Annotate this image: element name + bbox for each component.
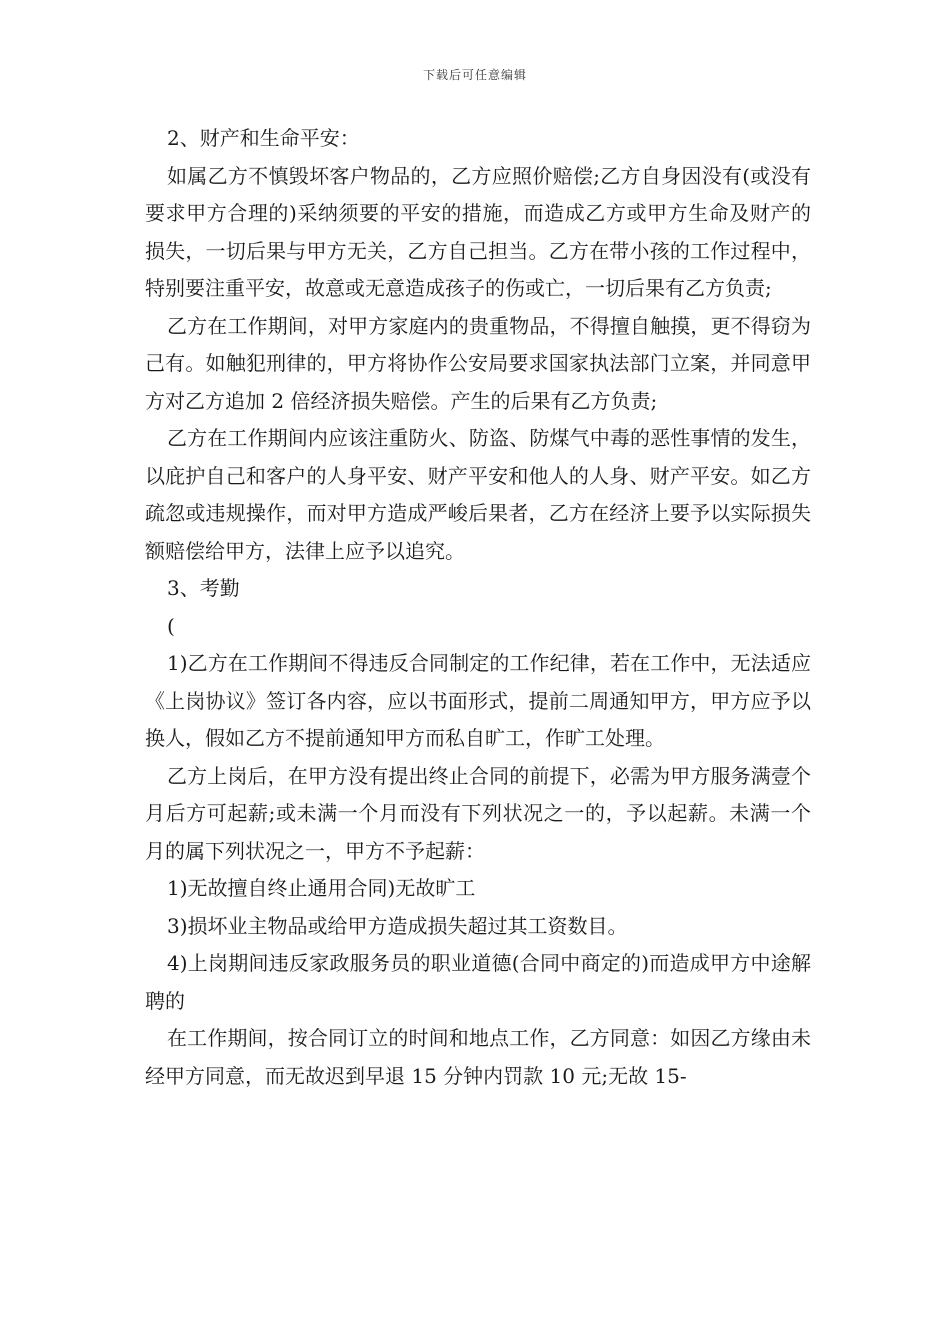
section-heading-attendance: 3、考勤 — [167, 576, 240, 600]
list-item-ethics: 4)上岗期间违反家政服务员的职业道德(合同中商定的)而造成甲方中途解聘的 — [145, 951, 811, 1013]
page-header: 下载后可任意编辑 — [422, 68, 527, 82]
paragraph-damage-compensation: 如属乙方不慎毁坏客户物品的，乙方应照价赔偿;乙方自身因没有(或没有要求甲方合理的)采纳须要的平安的措施，而造成乙方或甲方生命及财产的损失，一切后果与甲方无关，乙方自己担当。乙方在带小孩的工作过程中，特别要注重平安，故意或无意造成孩子的伤或亡，一切后果有乙方负责; — [145, 163, 811, 300]
paragraph-work-discipline: 1)乙方在工作期间不得违反合同制定的工作纪律，若在工作中，无法适应《上岗协议》签订各内容，应以书面形式，提前二周通知甲方，甲方应予以换人，假如乙方不提前通知甲方而私自旷工，作旷工处理。 — [145, 651, 811, 750]
paragraph-lateness-penalty: 在工作期间，按合同订立的时间和地点工作，乙方同意：如因乙方缘由未经甲方同意，而无故迟到早退 15 分钟内罚款 10 元;无故 15- — [145, 1026, 811, 1088]
list-item-damage: 3)损坏业主物品或给甲方造成损失超过其工资数目。 — [167, 913, 628, 938]
paragraph-fire-safety: 乙方在工作期间内应该注重防火、防盗、防煤气中毒的恶性事情的发生，以庇护自己和客户的人身平安、财产平安和他人的人身、财产平安。如乙方疏忽或违规操作，而对甲方造成严峻后果者，乙方在经济上要予以实际损失额赔偿给甲方，法律上应予以追究。 — [145, 426, 811, 563]
paragraph-open-paren: ( — [167, 613, 175, 638]
document-body — [145, 120, 811, 1095]
section-heading-property-safety: 2、财产和生命平安： — [167, 126, 360, 150]
list-item-terminate: 1)无故擅自终止通用合同)无故旷工 — [167, 876, 476, 900]
paragraph-salary-start: 乙方上岗后，在甲方没有提出终止合同的前提下，必需为甲方服务满壹个月后方可起薪;或未满一个月而没有下列状况之一的，予以起薪。未满一个月的属下列状况之一，甲方不予起薪： — [145, 763, 811, 863]
paragraph-valuables: 乙方在工作期间，对甲方家庭内的贵重物品，不得擅自触摸，更不得窃为己有。如触犯刑律的，甲方将协作公安局要求国家执法部门立案，并同意甲方对乙方追加 2 倍经济损失赔偿。产生的后果有乙方负责; — [145, 313, 811, 413]
